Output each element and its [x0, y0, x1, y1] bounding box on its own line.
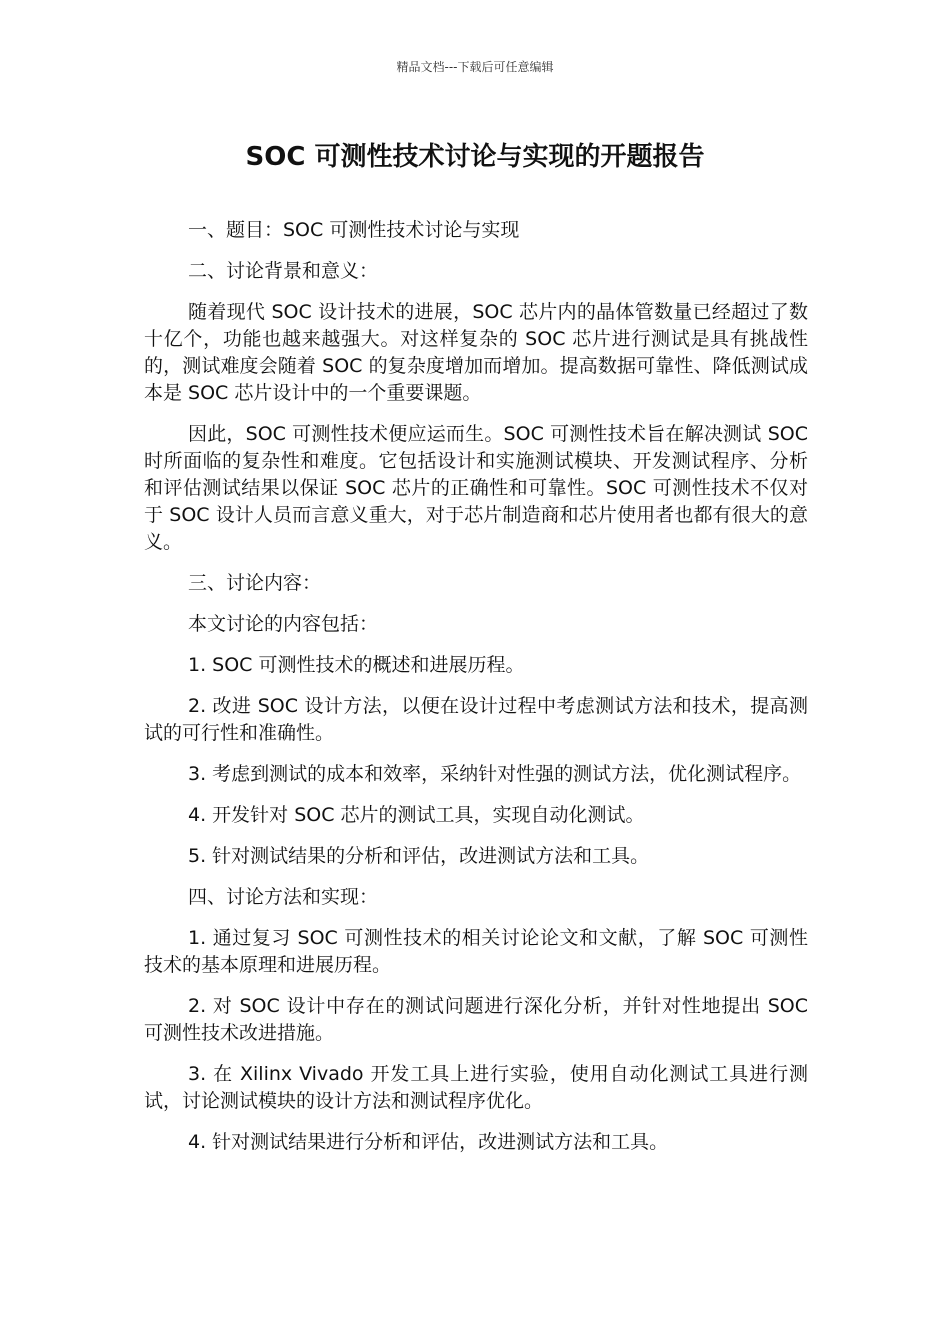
page-title: SOC 可测性技术讨论与实现的开题报告 — [245, 142, 705, 172]
list-item: 3. 考虑到测试的成本和效率，采纳针对性强的测试方法，优化测试程序。 — [188, 763, 802, 785]
section-heading-topic: 一、题目：SOC 可测性技术讨论与实现 — [188, 219, 520, 241]
list-item: 1. SOC 可测性技术的概述和进展历程。 — [188, 654, 525, 676]
list-item: 4. 开发针对 SOC 芯片的测试工具，实现自动化测试。 — [188, 804, 645, 826]
list-item: 5. 针对测试结果的分析和评估，改进测试方法和工具。 — [188, 845, 650, 867]
list-item: 2. 改进 SOC 设计方法，以便在设计过程中考虑测试方法和技术，提高测试的可行性和准确性。 — [144, 695, 808, 744]
section-heading-background: 二、讨论背景和意义： — [188, 260, 379, 282]
list-item: 4. 针对测试结果进行分析和评估，改进测试方法和工具。 — [188, 1131, 669, 1153]
section-heading-methods: 四、讨论方法和实现： — [188, 886, 379, 908]
header-note: 精品文档---下载后可任意编辑 — [396, 60, 554, 74]
list-item: 1. 通过复习 SOC 可测性技术的相关讨论论文和文献，了解 SOC 可测性技术的基本原理和进展历程。 — [144, 927, 808, 976]
list-item: 2. 对 SOC 设计中存在的测试问题进行深化分析，并针对性地提出 SOC 可测性技术改进措施。 — [144, 995, 808, 1044]
body-paragraph: 因此，SOC 可测性技术便应运而生。SOC 可测性技术旨在解决测试 SOC 时所面临的复杂性和难度。它包括设计和实施测试模块、开发测试程序、分析和评估测试结果以保证 SOC 芯片的正确性和可靠性。SOC 可测性技术不仅对于 SOC 设计人员而言意义重大，对于芯片制造商和芯片使用者也都有很大的意义。 — [144, 423, 808, 553]
document-body — [144, 217, 808, 1170]
body-paragraph: 随着现代 SOC 设计技术的进展，SOC 芯片内的晶体管数量已经超过了数十亿个，功能也越来越强大。对这样复杂的 SOC 芯片进行测试是具有挑战性的，测试难度会随着 SOC 的复杂度增加而增加。提高数据可靠性、降低测试成本是 SOC 芯片设计中的一个重要课题。 — [144, 301, 808, 404]
body-paragraph: 本文讨论的内容包括： — [188, 613, 379, 635]
section-heading-content: 三、讨论内容： — [188, 572, 322, 594]
list-item: 3. 在 Xilinx Vivado 开发工具上进行实验，使用自动化测试工具进行测试，讨论测试模块的设计方法和测试程序优化。 — [144, 1063, 808, 1112]
